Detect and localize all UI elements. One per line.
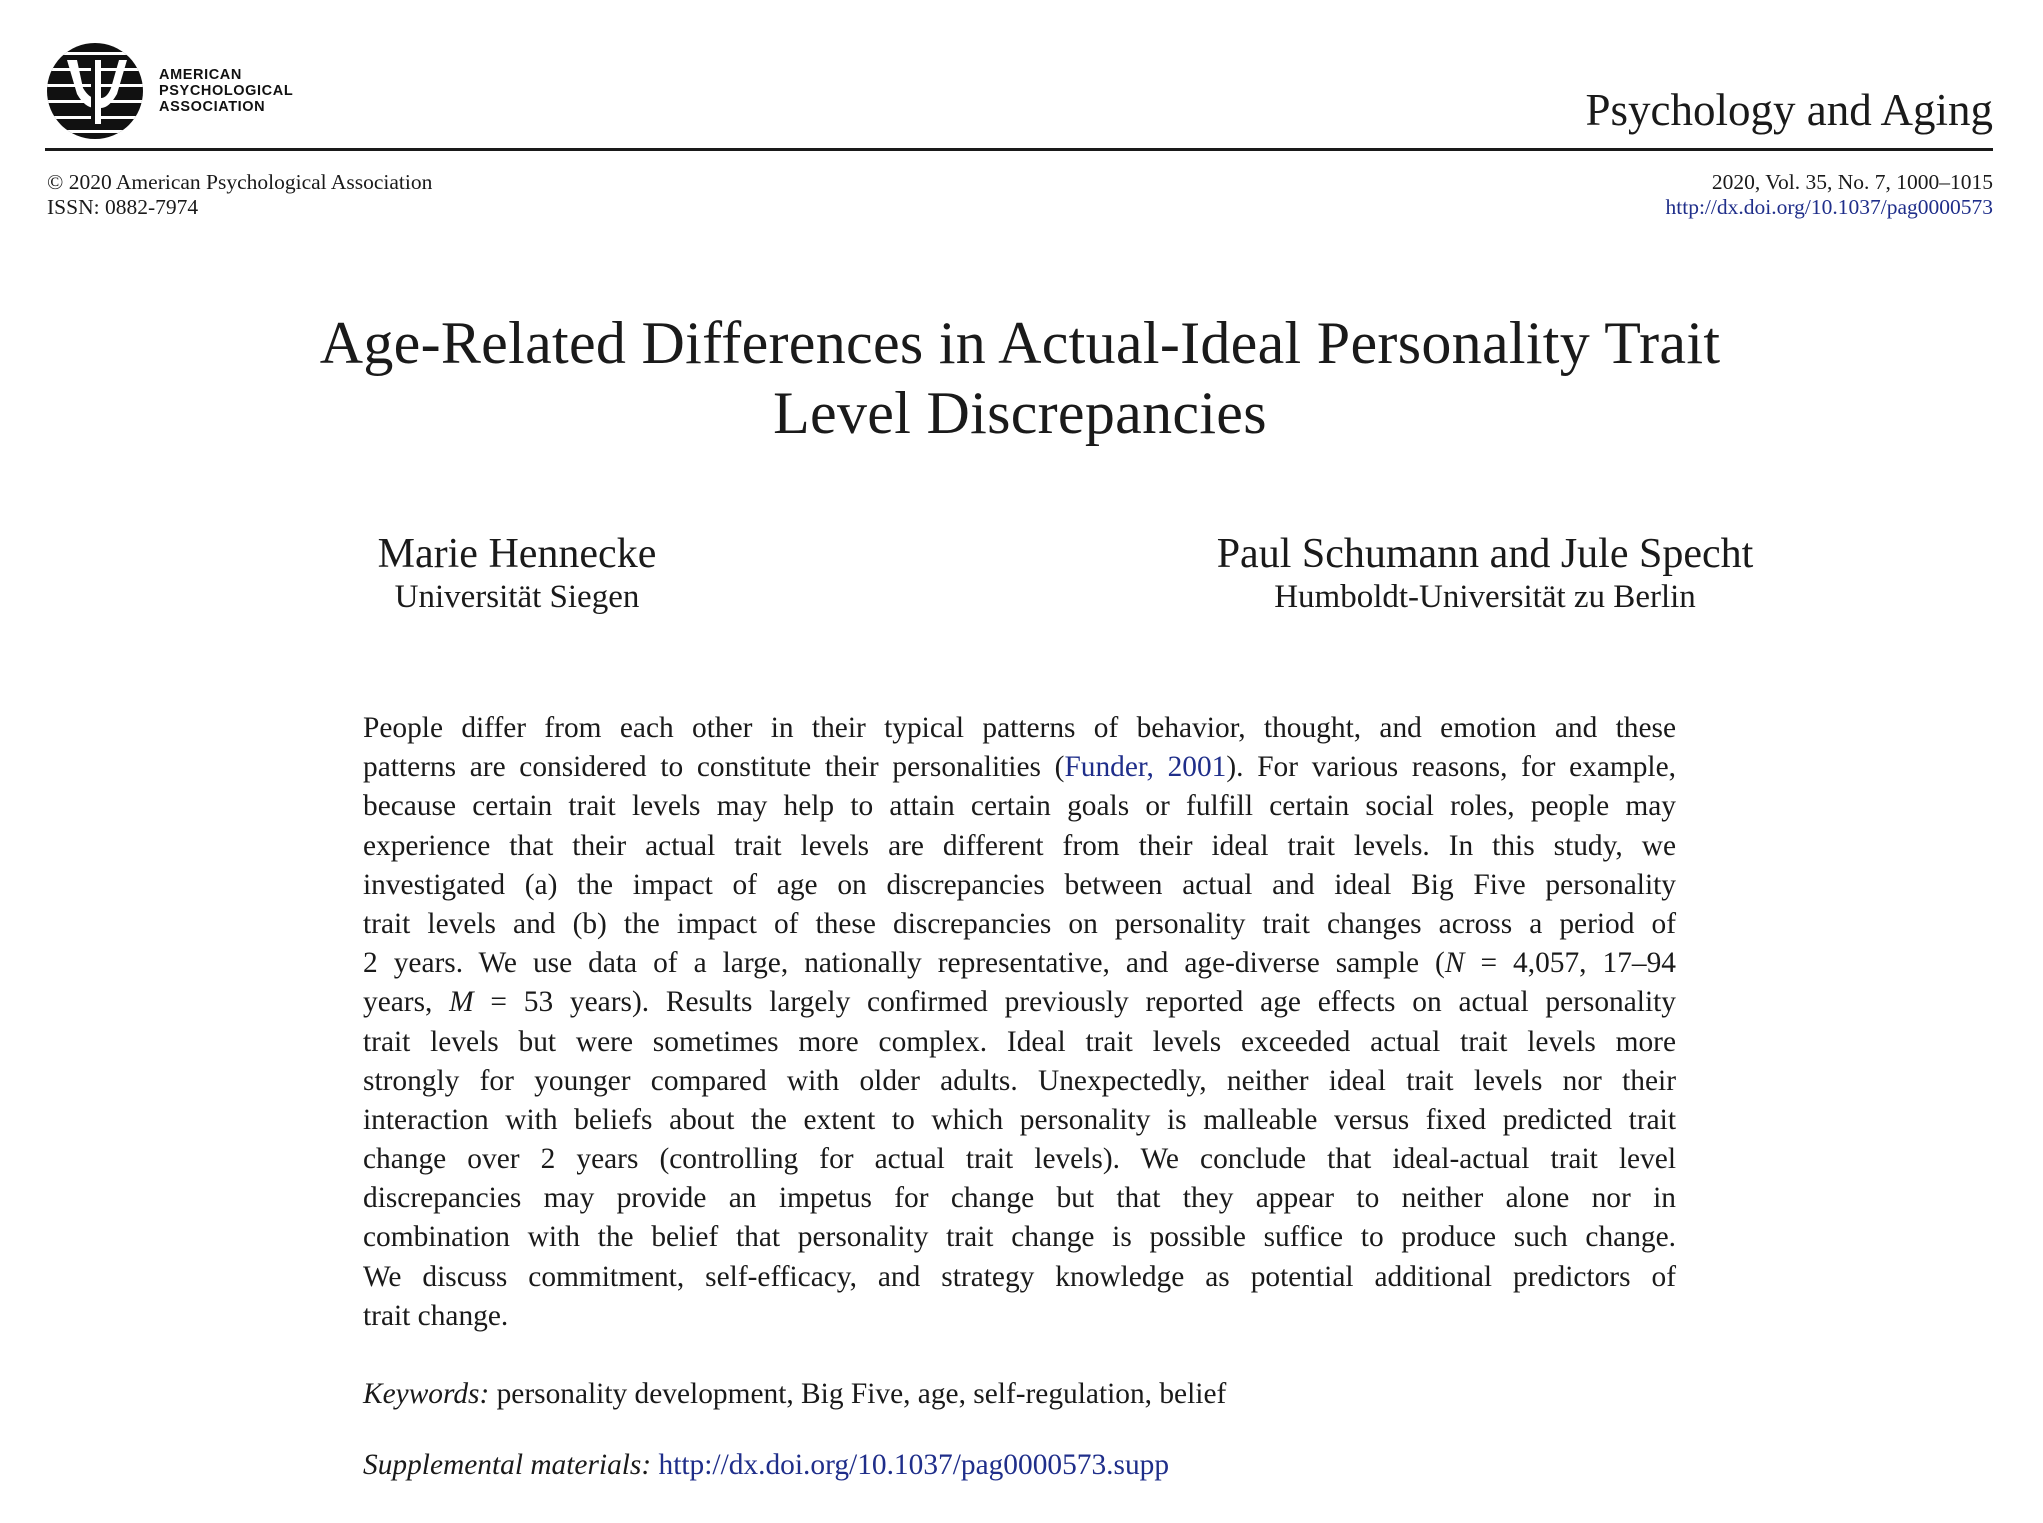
title-line: Level Discrepancies [773, 380, 1267, 446]
journal-title: Psychology and Aging [1585, 85, 1993, 135]
copyright-text: © 2020 American Psychological Association [47, 170, 433, 194]
apa-logo [45, 42, 145, 140]
author-affiliation: Humboldt-Universität zu Berlin [1274, 579, 1696, 615]
abstract-text: patterns are considered to constitute their personalities ( [363, 751, 1065, 784]
abstract-line: interaction with beliefs about the extent to which personality is malleable versus fixed predicted trait [363, 1103, 1676, 1136]
supplemental-materials [363, 1447, 1169, 1483]
abstract-text: ). For various reasons, for example, [1226, 751, 1676, 784]
abstract-line: trait change. [363, 1299, 509, 1332]
abstract-text: years, [363, 986, 450, 1019]
publisher-line: PSYCHOLOGICAL [159, 83, 294, 99]
keywords [363, 1376, 1226, 1412]
abstract-line [363, 944, 1676, 983]
author-affiliation: Universität Siegen [394, 579, 640, 615]
author-group-2 [1105, 530, 1865, 616]
article-title [200, 308, 1840, 448]
abstract-text: = 4,057, 17–94 [1464, 947, 1676, 980]
abstract-text: 2 years. We use data of a large, nationally representative, and age-diverse sample ( [363, 947, 1445, 980]
abstract-line: trait levels and (b) the impact of these discrepancies on personality trait changes across a period of [363, 907, 1676, 940]
author-group-1 [157, 530, 877, 616]
abstract-variable: N [1444, 947, 1465, 980]
abstract-text: = 53 years). Results largely confirmed previously reported age effects on actual personality [473, 986, 1676, 1019]
citation-text: 2020, Vol. 35, No. 7, 1000–1015 [1711, 170, 1993, 194]
abstract-line: change over 2 years (controlling for actual trait levels). We conclude that ideal-actual trait level [363, 1143, 1676, 1176]
keywords-label: Keywords: [363, 1378, 490, 1410]
abstract-line [363, 983, 1676, 1022]
supplemental-label: Supplemental materials: [363, 1449, 652, 1481]
abstract-line: trait levels but were sometimes more complex. Ideal trait levels exceeded actual trait levels more [363, 1025, 1676, 1058]
abstract-line: People differ from each other in their typical patterns of behavior, thought, and emotion and these [363, 712, 1676, 744]
apa-psi-logo-icon [45, 42, 145, 140]
author-name: Marie Hennecke [377, 531, 657, 577]
publisher-name [159, 67, 293, 115]
keywords-text: personality development, Big Five, age, self-regulation, belief [489, 1378, 1227, 1410]
abstract-line: investigated (a) the impact of age on discrepancies between actual and ideal Big Five personality [363, 868, 1676, 901]
abstract-variable: M [449, 986, 474, 1019]
header-divider [45, 148, 1993, 151]
author-name: Paul Schumann and Jule Specht [1216, 531, 1754, 577]
citation-link[interactable]: Funder, 2001 [1064, 751, 1227, 784]
abstract-line: experience that their actual trait levels are different from their ideal trait levels. In this study, we [363, 829, 1676, 862]
abstract [363, 709, 1676, 1336]
citation-block [1666, 170, 1993, 220]
copyright-block [47, 170, 432, 220]
abstract-line: because certain trait levels may help to attain certain goals or fulfill certain social roles, people may [363, 790, 1676, 823]
abstract-line [363, 748, 1676, 787]
supplemental-link[interactable]: http://dx.doi.org/10.1037/pag0000573.supp [658, 1449, 1170, 1481]
issn-text: ISSN: 0882-7974 [47, 195, 199, 219]
publisher-line: ASSOCIATION [159, 99, 266, 115]
abstract-line: combination with the belief that personality trait change is possible suffice to produce such change. [363, 1221, 1676, 1254]
title-line: Age-Related Differences in Actual-Ideal Personality Trait [319, 310, 1721, 376]
abstract-line: discrepancies may provide an impetus for change but that they appear to neither alone nor in [363, 1182, 1676, 1215]
publisher-line: AMERICAN [159, 67, 242, 83]
abstract-line: We discuss commitment, self-efficacy, and strategy knowledge as potential additional predictors of [363, 1260, 1676, 1293]
doi-link[interactable]: http://dx.doi.org/10.1037/pag0000573 [1665, 195, 1993, 219]
abstract-line: strongly for younger compared with older adults. Unexpectedly, neither ideal trait levels nor their [363, 1064, 1676, 1097]
